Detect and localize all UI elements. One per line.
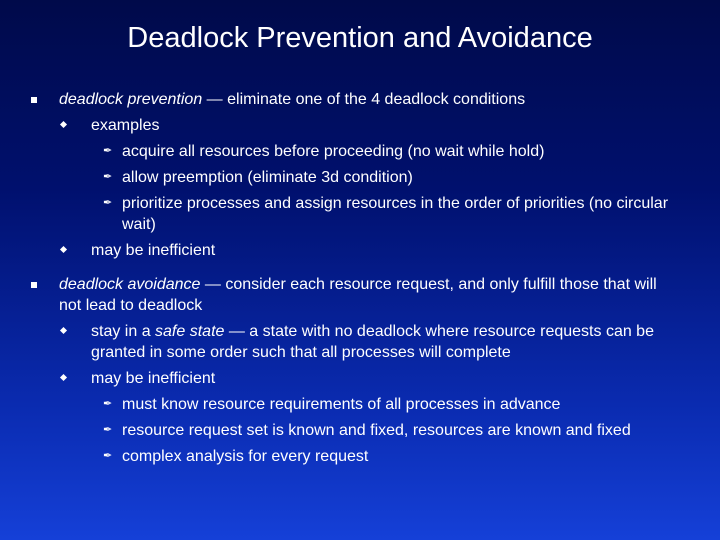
reason-text: resource request set is known and fixed, resources are known and fixed [122,422,631,439]
square-bullet-icon [31,282,37,288]
example-text: allow preemption (eliminate 3d condition) [122,169,413,186]
reason-text: must know resource requirements of all processes in advance [122,396,561,413]
bullet-avoidance-inefficient [0,368,720,389]
diamond-bullet-icon [60,246,67,253]
bullet-examples [0,115,720,136]
bullet-prevention [0,89,720,110]
pen-nib-bullet-icon: ✒ [103,423,113,436]
inefficient-text: may be inefficient [91,370,216,387]
pen-nib-bullet-icon: ✒ [103,196,113,209]
avoidance-text: — consider each resource request, and only fulfill those that will not lead to deadlock [59,276,657,314]
prevention-term: deadlock prevention [59,91,203,108]
example-text: prioritize processes and assign resources in the order of priorities (no circular wait) [122,195,669,233]
avoidance-term: deadlock avoidance [59,276,201,293]
pen-nib-bullet-icon: ✒ [103,144,113,157]
bullet-prevention-inefficient [0,240,720,261]
reason-item [0,446,720,467]
bullet-avoidance [0,274,720,316]
slide-title: Deadlock Prevention and Avoidance [127,22,593,54]
reason-item [0,420,720,441]
example-item [0,167,720,188]
examples-label: examples [91,117,160,134]
inefficient-text: may be inefficient [91,242,216,259]
safe-state-term: safe state [155,323,225,340]
diamond-bullet-icon [60,374,67,381]
reason-item [0,394,720,415]
pen-nib-bullet-icon: ✒ [103,397,113,410]
example-item [0,193,720,235]
square-bullet-icon [31,97,37,103]
slide-body [0,89,720,467]
safe-state-text: — a state with no deadlock where resource requests can be granted in some order such that all processes will complete [91,323,654,361]
reason-text: complex analysis for every request [122,448,369,465]
prevention-text: — eliminate one of the 4 deadlock conditions [202,91,526,108]
example-text: acquire all resources before proceeding (no wait while hold) [122,143,545,160]
diamond-bullet-icon [60,121,67,128]
diamond-bullet-icon [60,327,67,334]
example-item [0,141,720,162]
pen-nib-bullet-icon: ✒ [103,449,113,462]
safe-prefix: stay in a [91,323,156,340]
bullet-safe-state [0,321,720,363]
pen-nib-bullet-icon: ✒ [103,170,113,183]
